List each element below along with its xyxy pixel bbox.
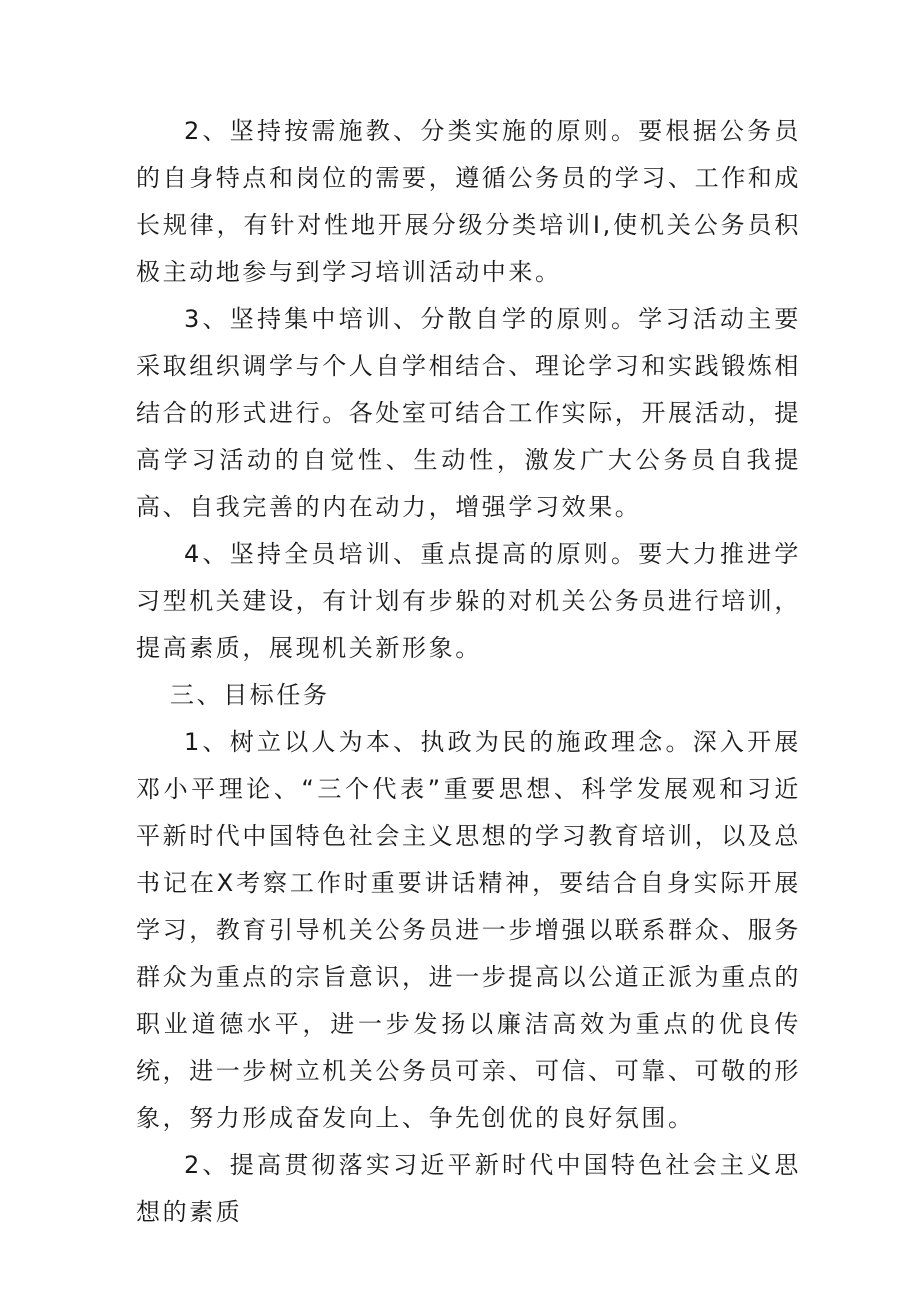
paragraph-principle-2: 2、坚持按需施教、分类实施的原则。要根据公务员的自身特点和岗位的需要，遵循公务员的学习、工作和成长规律，有针对性地开展分级分类培训I,使机关公务员积极主动地参与到学习培训活动中来。 <box>136 117 801 286</box>
paragraph-task-2: 2、提高贯彻落实习近平新时代中国特色社会主义思想的素质 <box>136 1151 801 1226</box>
paragraph-principle-4: 4、坚持全员培训、重点提高的原则。要大力推进学习型机关建设，有计划有步躲的对机关公务员进行培训，提高素质，展现机关新形象。 <box>136 540 801 662</box>
document-body <box>136 108 801 1236</box>
paragraph-task-1: 1、树立以人为本、执政为民的施政理念。深入开展邓小平理论、“三个代表”重要思想、科学发展观和习近平新时代中国特色社会主义思想的学习教育培训，以及总书记在X考察工作时重要讲话精神，要结合自身实际开展学习，教育引导机关公务员进一步增强以联系群众、服务群众为重点的宗旨意识，进一步提高以公道正派为重点的职业道德水平，进一步发扬以廉洁高效为重点的优良传统，进一步树立机关公务员可亲、可信、可靠、可敬的形象，努力形成奋发向上、争先创优的良好氛围。 <box>136 728 801 1132</box>
paragraph-principle-3: 3、坚持集中培训、分散自学的原则。学习活动主要采取组织调学与个人自学相结合、理论学习和实践锻炼相结合的形式进行。各处室可结合工作实际，开展活动，提高学习活动的自觉性、生动性，激发广大公务员自我提高、自我完善的内在动力，增强学习效果。 <box>136 305 801 521</box>
section-heading-goals: 三、目标任务 <box>170 681 330 709</box>
